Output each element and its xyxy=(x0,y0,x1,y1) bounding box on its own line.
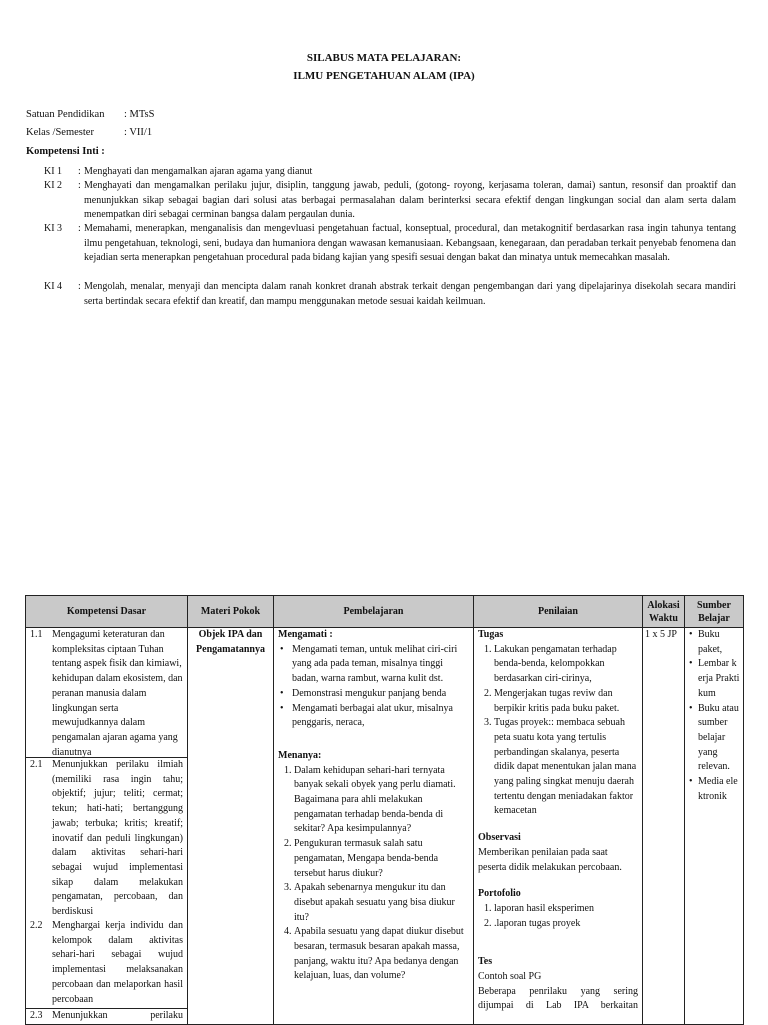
kelas-value: : VII/1 xyxy=(124,127,153,138)
ki-item xyxy=(44,222,736,266)
list-item: • Buku paket, xyxy=(698,628,740,657)
ki-item xyxy=(44,179,736,223)
sumber-list xyxy=(688,628,740,804)
list-item: 3. Apakah sebenarnya mengukur itu dan disebut apakah sesuatu yang bisa diukur itu? xyxy=(294,881,469,925)
kd-text: Menunjukkan perilaku xyxy=(52,1010,183,1021)
portofolio-title: Portofolio xyxy=(478,888,521,900)
list-item: 4. Apabila sesuatu yang dapat diukur disebut besaran, termasuk besaran apakah massa, panjang, waktu itu? Apa bedanya dengan kelajuan, luas, dan volume? xyxy=(294,925,469,984)
list-item: 2. .laporan tugas proyek xyxy=(494,917,638,932)
kd-text: Menunjukkan perilaku ilmiah (memiliki rasa ingin tahu; objektif; jujur; teliti; cermat; tekun; hati-hati; bertanggung jawab; terbuka; kritis; kreatif; inovatif dan peduli lingkungan) dalam aktivitas sehari-hari sebagai wujud implementasi sikap dalam melakukan pengamatan, percobaan, dan berdiskusi xyxy=(52,759,183,918)
header-kompetensi-dasar: Kompetensi Dasar xyxy=(26,596,188,628)
ki-code: KI 1 xyxy=(44,166,63,177)
mengamati-title: Mengamati : xyxy=(278,629,333,640)
ki-item xyxy=(44,280,736,309)
tes-line: Beberapa penrilaku yang sering dijumpai di Lab IPA berkaitan xyxy=(478,985,638,1012)
kelas-row xyxy=(26,127,152,138)
mengamati-list xyxy=(278,643,469,731)
list-item: • Demonstrasi mengukur panjang benda xyxy=(292,687,469,702)
kd-number: 2.2 xyxy=(30,920,43,931)
kd-item xyxy=(30,919,183,1008)
header-materi-pokok: Materi Pokok xyxy=(188,596,274,628)
observasi-text: Memberikan penilaian pada saat peserta didik melakukan percobaan. xyxy=(478,846,622,873)
header-penilaian: Penilaian xyxy=(474,596,643,628)
alokasi-waktu-cell: 1 x 5 JP xyxy=(643,628,685,1025)
list-item: 2. Mengerjakan tugas reviw dan berpikir kritis pada buku paket. xyxy=(494,687,638,716)
ki-text: Mengolah, menalar, menyaji dan mencipta dalam ranah konkret dranah abstrak terkait dengan pengembangan dari yang dipelajarinya disekolah secara mandiri serta bertindak secara efektif dan kreatif, dan mampu menggunakan metode sesuai kaidah keilmuan. xyxy=(84,281,736,307)
tes-title: Tes xyxy=(478,956,493,968)
kelas-label: Kelas /Semester xyxy=(26,127,94,138)
list-item: 1. laporan hasil eksperimen xyxy=(494,902,638,917)
penilaian-cell xyxy=(474,628,643,1025)
list-item: 1. Lakukan pengamatan terhadap benda-benda, kelompokkan berdasarkan ciri-cirinya, xyxy=(494,643,638,687)
ki-item xyxy=(44,165,736,180)
list-item: 1. Dalam kehidupan sehari-hari ternyata banyak sekali obyek yang perlu diamati. Bagaimana para ahli melakukan pengamatan terhadap benda-benda di sekitar? Apa kesimpulannya? xyxy=(294,764,469,838)
kd-number: 2.3 xyxy=(30,1010,43,1021)
ki-colon: : xyxy=(78,281,81,292)
tugas-list xyxy=(478,643,638,819)
kompetensi-dasar-cell xyxy=(26,628,188,1025)
header-pembelajaran: Pembelajaran xyxy=(274,596,474,628)
kompetensi-inti-label: Kompetensi Inti : xyxy=(26,146,105,157)
table-row xyxy=(26,628,744,1025)
ki-text: Memahami, menerapkan, menganalisis dan mengevluasi pengetahuan factual, konseptual, procedural, dan metakognitif berdasarkan rasa ingin tahunya tentang ilmu pengetahuan, teknologi, seni, budaya dan humaniora dengan wawasan kemanusiaan. Kebangsaan, kenegaraan, dan peradaban terkait penyebab fenomena dan kejadian serta menerapkan pengetahuan procedural pada bidang kajian yang spesifi sesuai dengan bakat dan minatya untuk memecahkan masalah. xyxy=(84,223,736,263)
ki-colon: : xyxy=(78,180,81,191)
header-sumber-belajar: Sumber Belajar xyxy=(685,596,744,628)
header-alokasi-waktu: Alokasi Waktu xyxy=(643,596,685,628)
materi-pokok-cell: Objek IPA dan Pengamatannya xyxy=(188,628,274,1025)
observasi-title: Observasi xyxy=(478,832,521,844)
kd-item xyxy=(30,1009,183,1024)
table-header-row xyxy=(26,596,744,628)
kd-number: 1.1 xyxy=(30,629,43,640)
ki-text: Menghayati dan mengamalkan ajaran agama yang dianut xyxy=(84,166,313,177)
list-item: • Media elektronik xyxy=(698,775,740,804)
subject-title: ILMU PENGETAHUAN ALAM (IPA) xyxy=(293,70,475,82)
sumber-belajar-cell xyxy=(685,628,744,1025)
ki-code: KI 4 xyxy=(44,281,63,292)
kd-text: Mengagumi keteraturan dan kompleksitas ciptaan Tuhan tentang aspek fisik dan kimiawi, kehidupan dalam ekosistem, dan peranan manusia dalam lingkungan serta mewujudkannya dalam pengamalan ajaran agama yang dianutnya xyxy=(52,629,183,758)
tugas-title: Tugas xyxy=(478,629,504,640)
list-item: • Lembar kerja Praktikum xyxy=(698,657,740,701)
ki-colon: : xyxy=(78,166,81,177)
satuan-label: Satuan Pendidikan xyxy=(26,109,105,120)
list-item: • Mengamati teman, untuk melihat ciri-ciri yang ada pada teman, misalnya tinggi badan, warna rambut, warna kulit dst. xyxy=(292,643,469,687)
kd-number: 2.1 xyxy=(30,759,43,770)
list-item: 3. Tugas proyek:: membaca sebuah peta suatu kota yang tertulis perbandingan skalanya, peserta didik dapat menentukan jalan mana yang paling singkat menuju daerah tertentu dengan meniadakan faktor kemacetan xyxy=(494,716,638,819)
kd-item xyxy=(30,628,183,757)
satuan-value: : MTsS xyxy=(124,109,155,120)
ki-code: KI 2 xyxy=(44,180,63,191)
portofolio-list xyxy=(478,902,638,931)
kd-item xyxy=(30,758,183,919)
menanya-list xyxy=(278,764,469,985)
ki-code: KI 3 xyxy=(44,223,63,234)
list-item: 2. Pengukuran termasuk salah satu pengamatan, Mengapa benda-benda tersebut harus diukur? xyxy=(294,837,469,881)
kd-divider xyxy=(26,1008,187,1024)
satuan-pendidikan-row xyxy=(26,109,155,120)
list-item: • Buku atau sumber belajar yang relevan. xyxy=(698,702,740,776)
list-item: • Mengamati berbagai alat ukur, misalnya penggaris, neraca, xyxy=(292,702,469,731)
ki-colon: : xyxy=(78,223,81,234)
menanya-title: Menanya: xyxy=(278,749,322,761)
tes-line: Contoh soal PG xyxy=(478,971,542,983)
pembelajaran-cell xyxy=(274,628,474,1025)
kd-divider xyxy=(26,757,187,1008)
syllabus-title: SILABUS MATA PELAJARAN: xyxy=(306,52,462,64)
ki-text: Menghayati dan mengamalkan perilaku jujur, disiplin, tanggung jawab, peduli, (gotong- royong, kerjasama toleran, damai) santun, resonsif dan proaktif dan menunjukkan sikap sebagai bagian dari solusi atas berbagai permasalahan dalam berinterksi secara efektif dengan lingkungan social dan alam serta dalam menempatkan diri sebagai cerminan bangsa dalam pergaulan dunia. xyxy=(84,180,736,220)
syllabus-table xyxy=(25,595,744,1025)
kd-text: Menghargai kerja individu dan kelompok dalam aktivitas sehari-hari sebagai wujud implementasi melaksanakan percobaan dan melaporkan hasil percobaan xyxy=(52,920,183,1005)
